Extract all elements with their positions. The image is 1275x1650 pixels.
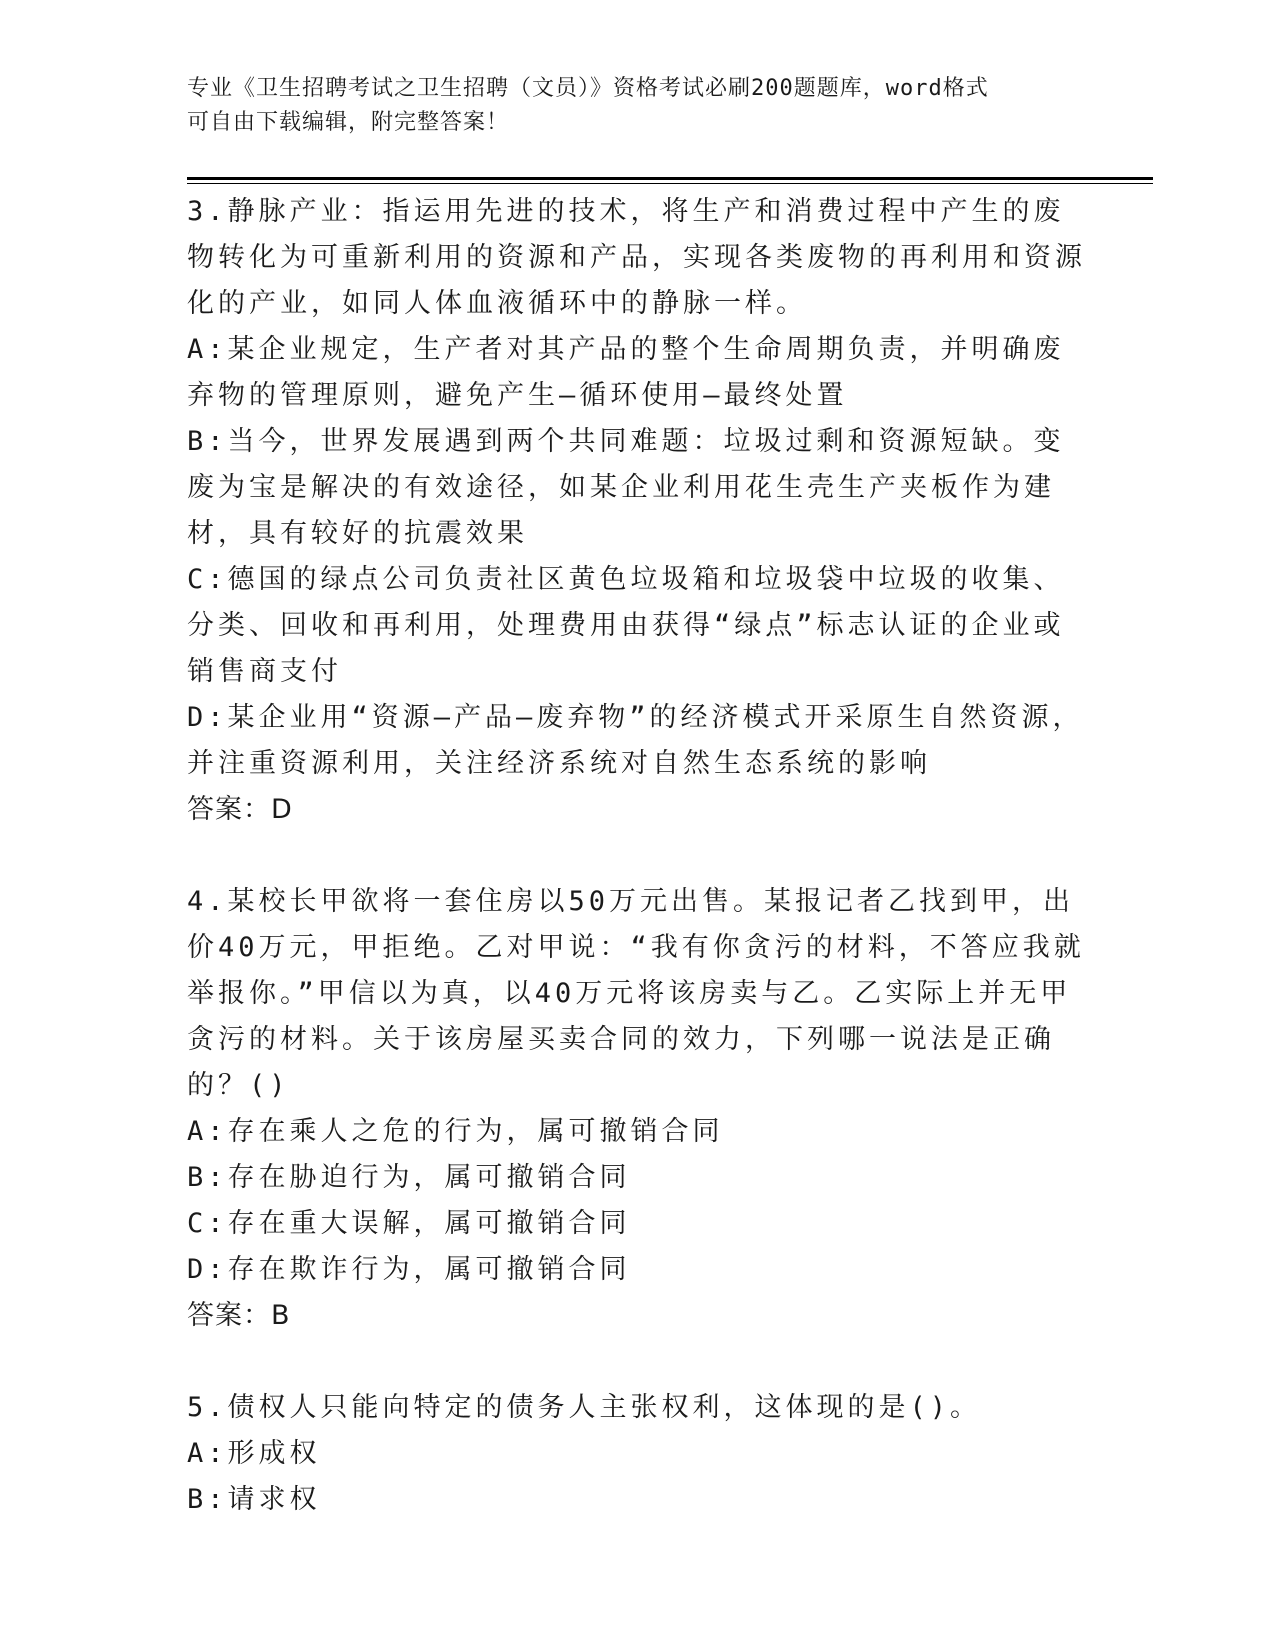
question-stem: 4.某校长甲欲将一套住房以50万元出售。某报记者乙找到甲，出价40万元，甲拒绝。乙对甲说：“我有你贪污的材料，不答应我就举报你。”甲信以为真，以40万元将该房卖与乙。乙实际上并无甲贪污的材料。关于该房屋买卖合同的效力，下列哪一说法是正确的？(): [187, 886, 1085, 1101]
answer-label: 答案：D: [187, 794, 293, 825]
option-b: B:请求权: [187, 1484, 321, 1515]
question-3: [187, 189, 1087, 833]
option-b: B:当今，世界发展遇到两个共同难题：垃圾过剩和资源短缺。变废为宝是解决的有效途径，如某企业利用花生壳生产夹板作为建材，具有较好的抗震效果: [187, 426, 1065, 549]
option-d: D:存在欺诈行为，属可撤销合同: [187, 1254, 631, 1285]
header-line-2: 可自由下载编辑，附完整答案！: [187, 110, 510, 135]
question-spacer: [187, 1339, 1087, 1385]
question-stem: 5.债权人只能向特定的债务人主张权利，这体现的是()。: [187, 1392, 982, 1423]
header-divider-thick: [187, 177, 1153, 180]
header-line-1: 专业《卫生招聘考试之卫生招聘（文员）》资格考试必刷200题题库，word格式: [187, 76, 989, 101]
question-spacer: [187, 833, 1087, 879]
question-stem: 3.静脉产业：指运用先进的技术，将生产和消费过程中产生的废物转化为可重新利用的资源和产品，实现各类废物的再利用和资源化的产业，如同人体血液循环中的静脉一样。: [187, 196, 1086, 319]
option-b: B:存在胁迫行为，属可撤销合同: [187, 1162, 631, 1193]
question-list: [187, 189, 1087, 1523]
option-a: A:存在乘人之危的行为，属可撤销合同: [187, 1116, 724, 1147]
header-divider-thin: [187, 183, 1153, 184]
option-a: A:某企业规定，生产者对其产品的整个生命周期负责，并明确废弃物的管理原则，避免产生—循环使用—最终处置: [187, 334, 1065, 411]
page-header: [187, 72, 1067, 140]
option-d: D:某企业用“资源—产品—废弃物”的经济模式开采原生自然资源，并注重资源利用，关注经济系统对自然生态系统的影响: [187, 702, 1084, 779]
question-4: [187, 879, 1087, 1339]
option-c: C:存在重大误解，属可撤销合同: [187, 1208, 631, 1239]
question-5: [187, 1385, 1087, 1523]
option-c: C:德国的绿点公司负责社区黄色垃圾箱和垃圾袋中垃圾的收集、分类、回收和再利用，处理费用由获得“绿点”标志认证的企业或销售商支付: [187, 564, 1065, 687]
option-a: A:形成权: [187, 1438, 321, 1469]
answer-label: 答案：B: [187, 1300, 291, 1331]
